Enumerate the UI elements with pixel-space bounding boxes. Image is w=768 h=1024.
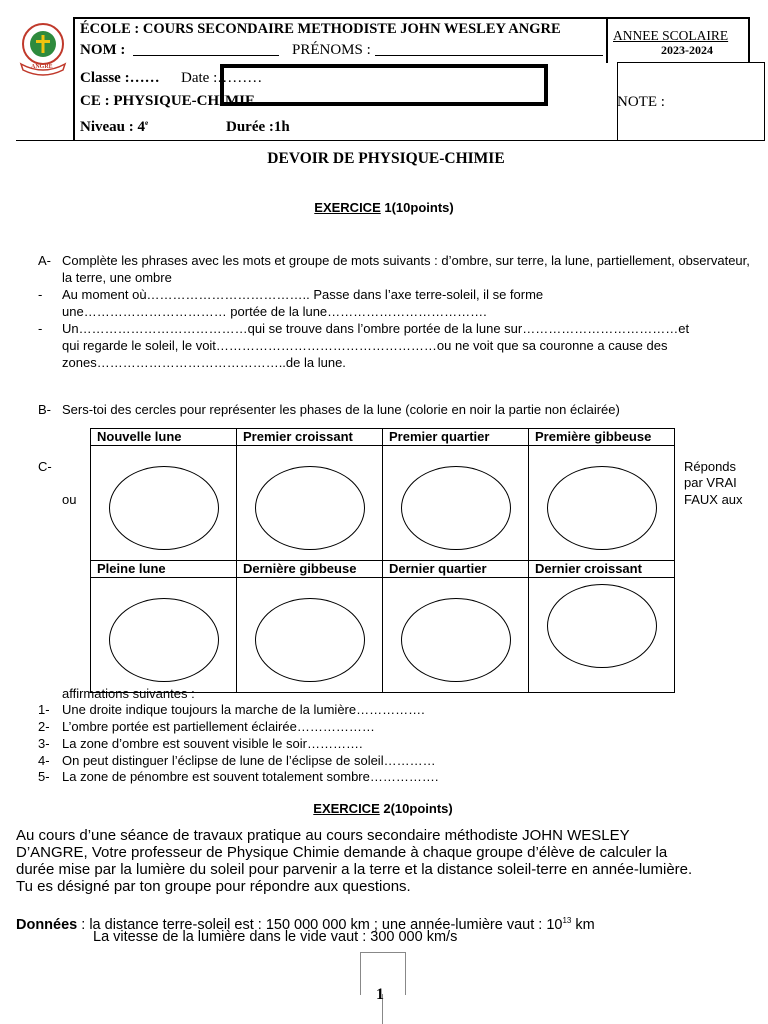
phase-cell bbox=[529, 446, 675, 561]
exercise-1-heading bbox=[0, 200, 768, 215]
moon-circle[interactable] bbox=[401, 598, 511, 682]
affirmation-1-text: Une droite indique toujours la marche de la lumière……………. bbox=[62, 702, 425, 717]
phase-cell bbox=[91, 578, 237, 693]
section-c-right-1: Réponds bbox=[684, 459, 737, 474]
classe-label: Classe :…… bbox=[80, 70, 160, 86]
donnees-text-1: : la distance terre-soleil est : 150 000 000 km ; une année-lumière vaut : 10 bbox=[77, 916, 563, 933]
phase-cell bbox=[529, 578, 675, 693]
exercise-1-heading-points: 1(10points) bbox=[380, 200, 454, 215]
annee-scolaire-label: ANNEE SCOLAIRE bbox=[613, 28, 729, 43]
exercise-2-para-line-2: D’ANGRE, Votre professeur de Physique Chimie demande à chaque groupe d’élève de calculer la bbox=[16, 844, 668, 861]
moon-phases-table bbox=[90, 428, 675, 693]
school-logo bbox=[15, 20, 71, 78]
header-frame-top bbox=[73, 17, 750, 19]
moon-circle[interactable] bbox=[547, 584, 657, 668]
prenoms-field[interactable] bbox=[375, 55, 603, 56]
phases-header-row-1 bbox=[91, 429, 675, 446]
header-frame-left bbox=[73, 17, 75, 141]
phase-header: Premier croissant bbox=[237, 429, 383, 446]
affirmation-3-num: 3- bbox=[38, 736, 50, 751]
school-name: ÉCOLE : COURS SECONDAIRE METHODISTE JOHN WESLEY ANGRE bbox=[80, 21, 561, 37]
moon-circle[interactable] bbox=[255, 598, 365, 682]
sentence-2-line-3: zones……………………………………..de la lune. bbox=[62, 355, 346, 370]
phase-header: Dernier quartier bbox=[383, 561, 529, 578]
exercise-2-para-line-4: Tu es désigné par ton groupe pour répondre aux questions. bbox=[16, 878, 411, 895]
section-c-marker: C- bbox=[38, 459, 52, 474]
prenoms-label: PRÉNOMS : bbox=[292, 42, 371, 58]
phase-cell bbox=[237, 578, 383, 693]
exercise-1-heading-word: EXERCICE bbox=[314, 200, 381, 215]
sentence-1-dash: - bbox=[38, 287, 43, 302]
affirmation-2-num: 2- bbox=[38, 719, 50, 734]
moon-circle[interactable] bbox=[109, 466, 219, 550]
moon-circle[interactable] bbox=[109, 598, 219, 682]
moon-circle[interactable] bbox=[547, 466, 657, 550]
logo-text-bottom: ANGRE bbox=[31, 64, 53, 70]
phase-cell bbox=[237, 446, 383, 561]
donnees-exponent: 13 bbox=[562, 916, 572, 925]
phase-header: Dernier croissant bbox=[529, 561, 675, 578]
section-a-instructions: Complète les phrases avec les mots et groupe de mots suivants : d’ombre, sur terre, la lune, partiellement, observateur, la terre, une ombre bbox=[62, 253, 750, 285]
phase-cell bbox=[91, 446, 237, 561]
note-label: NOTE : bbox=[617, 94, 665, 110]
section-c-continuation: affirmations suivantes : bbox=[62, 686, 195, 701]
sentence-2-line-2: qui regarde le soleil, le voit……………………………………………ou ne voit que sa couronne a cause des bbox=[62, 338, 668, 353]
duree-label: Durée :1h bbox=[226, 119, 290, 135]
section-a-marker: A- bbox=[38, 253, 51, 268]
affirmation-4-num: 4- bbox=[38, 753, 50, 768]
sentence-1-line-2: une…………………………… portée de la lune………………………………. bbox=[62, 304, 487, 319]
moon-circle[interactable] bbox=[255, 466, 365, 550]
annee-scolaire-value: 2023-2024 bbox=[661, 43, 713, 57]
phases-circle-row-2 bbox=[91, 578, 675, 693]
exercise-2-heading bbox=[0, 801, 766, 816]
phase-header: Pleine lune bbox=[91, 561, 237, 578]
ce-label: CE : PHYSIQUE-CHIMIE bbox=[80, 93, 256, 109]
exercise-2-heading-points: 2(10points) bbox=[379, 801, 453, 816]
donnees-label: Données bbox=[16, 916, 78, 933]
donnees-line-2: La vitesse de la lumière dans le vide vaut : 300 000 km/s bbox=[93, 929, 458, 945]
sentence-2-dash: - bbox=[38, 321, 43, 336]
affirmation-1-num: 1- bbox=[38, 702, 50, 717]
sentence-2-line-1: Un…………………………………qui se trouve dans l’ombre portée de la lune sur………………………………et bbox=[62, 321, 690, 336]
niveau-text: Niveau : 4 bbox=[80, 119, 145, 135]
page-number: 1 bbox=[376, 986, 384, 1003]
niveau-sup: e bbox=[145, 119, 149, 127]
affirmation-2-text: L’ombre portée est partiellement éclairée……………… bbox=[62, 719, 375, 734]
section-c-ou: ou bbox=[62, 492, 77, 507]
affirmation-5-num: 5- bbox=[38, 769, 50, 784]
phase-header: Nouvelle lune bbox=[91, 429, 237, 446]
section-b-marker: B- bbox=[38, 402, 51, 417]
phase-header: Premier quartier bbox=[383, 429, 529, 446]
phases-header-row-2 bbox=[91, 561, 675, 578]
phase-header: Première gibbeuse bbox=[529, 429, 675, 446]
phase-header: Dernière gibbeuse bbox=[237, 561, 383, 578]
section-c-right-2: par VRAI bbox=[684, 475, 737, 490]
sentence-1-line-1: Au moment où……………………………….. Passe dans l’axe terre-soleil, il se forme bbox=[62, 287, 544, 302]
date-label: Date :……… bbox=[181, 70, 263, 86]
nom-label: NOM : bbox=[80, 42, 126, 58]
moon-circle[interactable] bbox=[401, 466, 511, 550]
phases-circle-row-1 bbox=[91, 446, 675, 561]
phase-cell bbox=[383, 446, 529, 561]
header-divider-vertical bbox=[606, 17, 608, 63]
niveau-label bbox=[80, 119, 148, 136]
exercise-2-para-line-1: Au cours d’une séance de travaux pratique au cours secondaire méthodiste JOHN WESLEY bbox=[16, 827, 630, 844]
exercise-2-heading-word: EXERCICE bbox=[313, 801, 380, 816]
affirmation-5-text: La zone de pénombre est souvent totalement sombre……………. bbox=[62, 769, 439, 784]
header-frame-right bbox=[748, 17, 750, 63]
exercise-2-para-line-3: durée mise par la lumière du soleil pour parvenir a la terre et la distance soleil-terre en année-lumière. bbox=[16, 861, 693, 878]
section-c-right-3: FAUX aux bbox=[684, 492, 743, 507]
section-b-instructions: Sers-toi des cercles pour représenter les phases de la lune (colorie en noir la partie non éclairée) bbox=[62, 402, 620, 417]
nom-field[interactable] bbox=[133, 55, 279, 56]
page-title: DEVOIR DE PHYSIQUE-CHIMIE bbox=[267, 150, 505, 167]
phase-cell bbox=[383, 578, 529, 693]
redaction-box bbox=[220, 64, 548, 106]
donnees-text-1-unit: km bbox=[571, 916, 595, 933]
affirmation-4-text: On peut distinguer l’éclipse de lune de l’éclipse de soleil………… bbox=[62, 753, 436, 768]
affirmation-3-text: La zone d’ombre est souvent visible le soir…………. bbox=[62, 736, 363, 751]
